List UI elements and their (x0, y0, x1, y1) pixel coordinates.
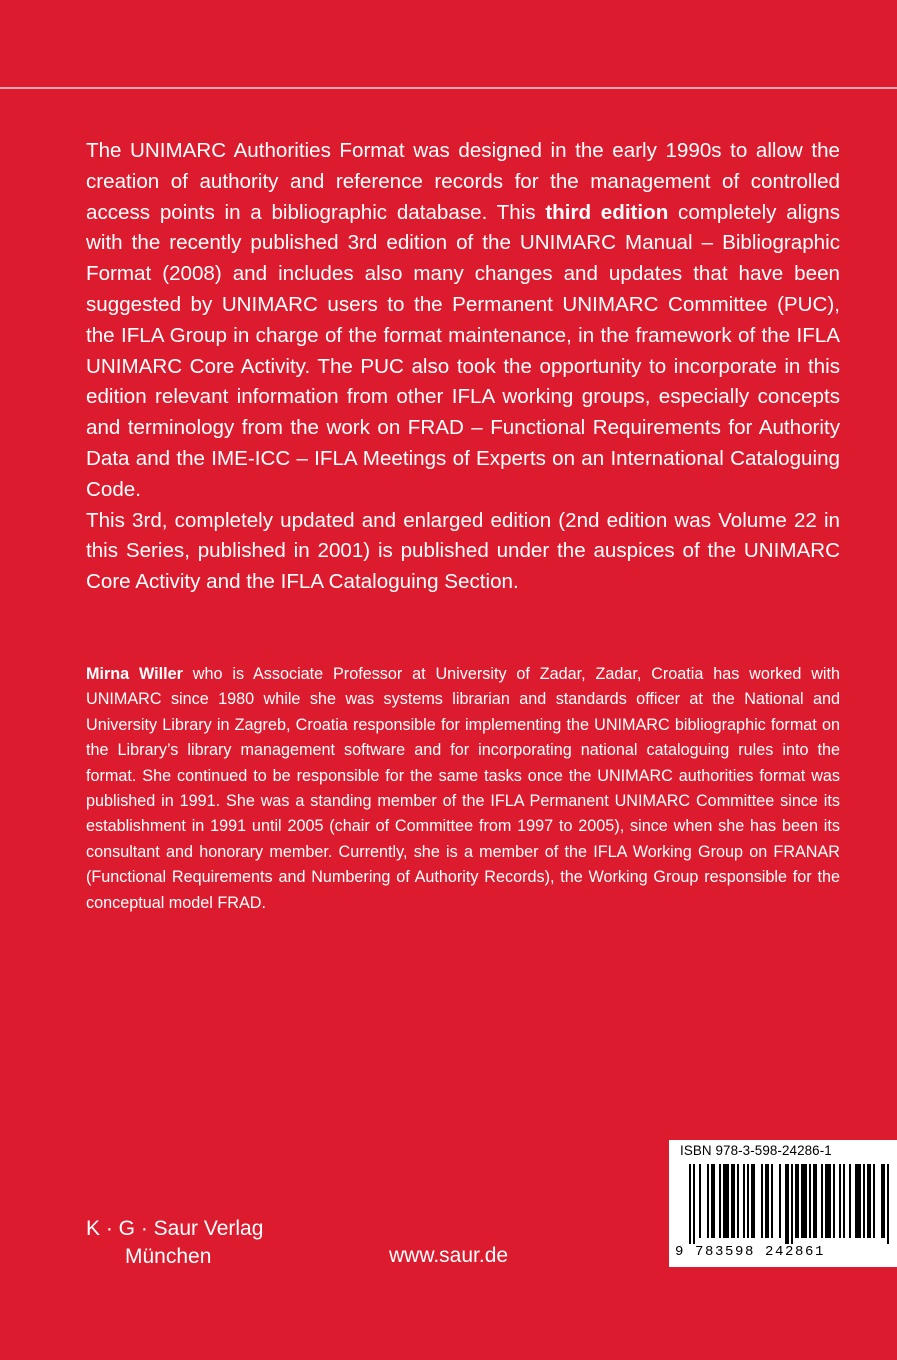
barcode-digits: 9 783598 242861 (675, 1244, 826, 1260)
barcode-bars (675, 1164, 891, 1244)
publisher-imprint (86, 1215, 263, 1271)
isbn-barcode (669, 1140, 897, 1267)
author-bio (86, 662, 840, 916)
description-paragraph-1 (86, 136, 840, 506)
book-description (86, 136, 840, 598)
description-text-rest: completely aligns with the recently published 3rd edition of the UNIMARC Manual – Bibliographic Format (2008) and includes also many changes and updates that have been suggested by UNIMARC users to the Permanent UNIMARC Committee (PUC), the IFLA Group in charge of the format maintenance, in the framework of the IFLA UNIMARC Core Activity. The PUC also took the opportunity to incorporate in this edition relevant information from other IFLA working groups, especially concepts and terminology from the work on FRAD – Functional Requirements for Authority Data and the IME-ICC – IFLA Meetings of Experts on an International Cataloguing Code. (86, 200, 841, 501)
author-name: Mirna Willer (86, 665, 183, 683)
publisher-name: K · G · Saur Verlag (86, 1217, 264, 1240)
publisher-website[interactable]: www.saur.de (389, 1244, 509, 1267)
author-bio-text: who is Associate Professor at University of Zadar, Zadar, Croatia has worked with UNIMARC since 1980 while she was systems librarian and standards officer at the National and University Library in Zagreb, Croatia responsible for implementing the UNIMARC bibliographic format on the Library’s library management software and for incorporating national cataloguing rules into the format. She continued to be responsible for the same tasks once the UNIMARC authorities format was published in 1991. She was a standing member of the IFLA Permanent UNIMARC Committee since its establishment in 1991 until 2005 (chair of Committee from 1997 to 2005), since when she has been its consultant and honorary member. Currently, she is a member of the IFLA Working Group on FRANAR (Functional Requirements and Numbering of Authority Records), the Working Group responsible for the conceptual model FRAD. (86, 665, 840, 912)
description-paragraph-2: This 3rd, completely updated and enlarged edition (2nd edition was Volume 22 in this Series, published in 2001) is published under the auspices of the UNIMARC Core Activity and the IFLA Cataloguing Section. (86, 508, 840, 594)
description-text-start: The UNIMARC Authorities Format was designed in the early 1990s to allow the creation of authority and reference records for the management of controlled access points in a bibliographic database. This (86, 139, 840, 224)
third-edition-emphasis: third edition (545, 200, 669, 224)
publisher-city: München (125, 1245, 212, 1268)
isbn-label: ISBN 978-3-598-24286-1 (680, 1143, 832, 1158)
top-divider-line (0, 87, 897, 89)
